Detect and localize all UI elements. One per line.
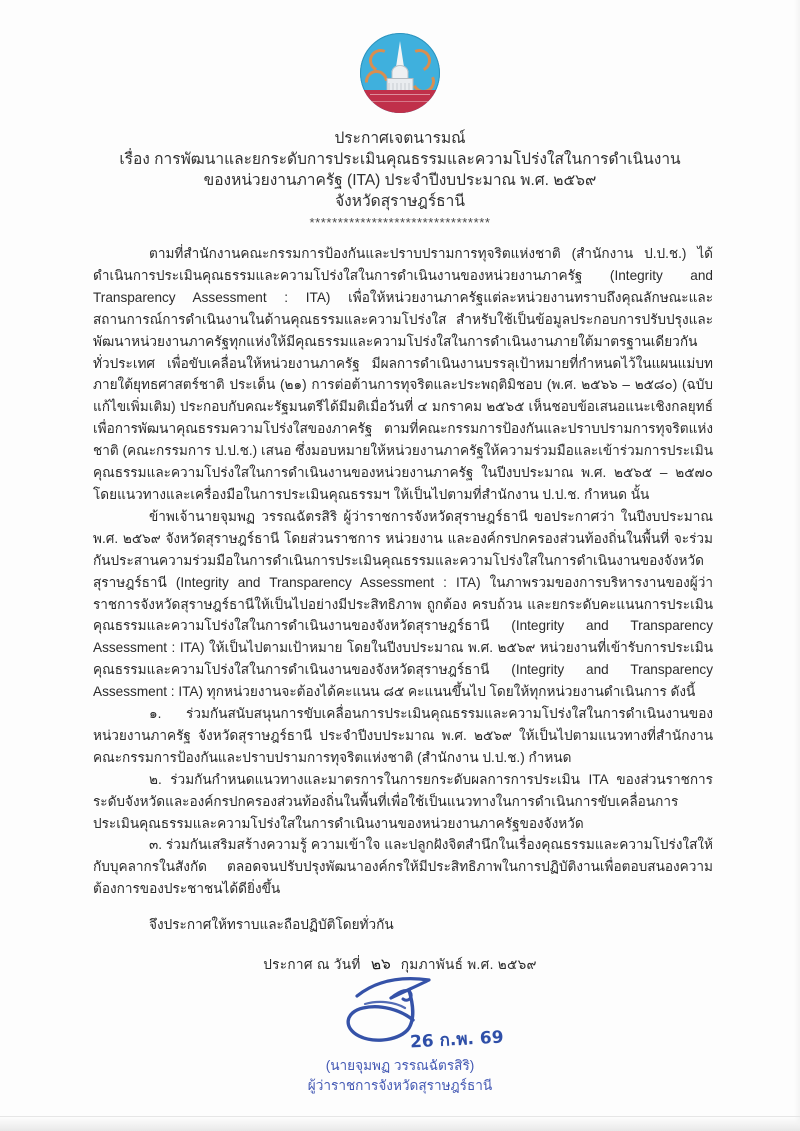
signatory-title: ผู้ว่าราชการจังหวัดสุราษฎร์ธานี (307, 1078, 493, 1093)
issue-date-month: กุมภาพันธ์ (400, 957, 464, 972)
signature-area (0, 978, 800, 1056)
signature-block (0, 952, 800, 1096)
issue-date-day-handwritten: ๒๖ (370, 954, 392, 974)
issue-date-year: ๒๕๖๙ (497, 957, 537, 972)
list-item-3: ๓. ร่วมกันเสริมสร้างความรู้ ความเข้าใจ และปลูกฝังจิตสำนึกในเรื่องคุณธรรมและความโปร่งใสให้กับบุคลากรในสังกัด ตลอดจนปรับปรุงพัฒนาองค์กรให้มีประสิทธิภาพในการปฏิบัติงานเพื่อตอบสนองความต้องการของประชาชนได้ดียิ่งขึ้น (93, 837, 713, 897)
list-item-1: ๑. ร่วมกันสนับสนุนการขับเคลื่อนการประเมินคุณธรรมและความโปร่งใสในการดำเนินงานของหน่วยงานภาครัฐ จังหวัดสุราษฎร์ธานี ประจำปีงบประมาณ พ.ศ. ๒๕๖๙ ให้เป็นไปตามแนวทางที่สำนักงานคณะกรรมการป้องกันและปราบปรามการทุจริตแห่งชาติ (สำนักงาน ป.ป.ช.) กำหนด (93, 706, 713, 765)
issue-date-prefix: ประกาศ ณ วันที่ (263, 957, 361, 972)
paragraph-closing: จึงประกาศให้ทราบและถือปฏิบัติโดยทั่วกัน (149, 917, 394, 933)
issue-date-line (0, 952, 800, 976)
chedi-spire (396, 41, 404, 67)
province-name: จังหวัดสุราษฎร์ธานี (335, 193, 465, 210)
document-body (93, 243, 713, 936)
list-item-2: ๒. ร่วมกันกำหนดแนวทางและมาตรการในการยกระดับผลการการประเมิน ITA ของส่วนราชการระดับจังหวัดและองค์กรปกครองส่วนท้องถิ่นในพื้นที่เพื่อใช้เป็นแนวทางในการดำเนินการขับเคลื่อนการประเมินคุณธรรมและความโปร่งใสในการดำเนินงานของหน่วยงานภาครัฐของจังหวัด (93, 771, 713, 831)
scan-edge-bottom (0, 1116, 800, 1131)
announcement-kind: ประกาศเจตนารมณ์ (334, 130, 466, 147)
issue-date-year-prefix: พ.ศ. (467, 957, 494, 972)
document-header (70, 128, 730, 230)
signatory-name: (นายจุมพฏ วรรณฉัตรสิริ) (325, 1058, 475, 1073)
announcement-subject-line1: เรื่อง การพัฒนาและยกระดับการประเมินคุณธรรมและความโปร่งใสในการดำเนินงาน (119, 151, 681, 168)
paragraph-declaration: ข้าพเจ้านายจุมพฏ วรรณฉัตรสิริ ผู้ว่าราชการจังหวัดสุราษฎร์ธานี ขอประกาศว่า ในปีงบประมาณ พ.ศ. ๒๕๖๙ จังหวัดสุราษฎร์ธานี โดยส่วนราชการ หน่วยงาน และองค์กรปกครองส่วนท้องถิ่นในพื้นที่ จะร่วมกันประสานความร่วมมือในการดำเนินการประเมินคุณธรรมและความโปร่งใสในการดำเนินงานของจังหวัดสุราษฎร์ธานี (Integrity and Transparency Assessment : ITA) ในภาพรวมของการบริหารงานของผู้ว่าราชการจังหวัดสุราษฎร์ธานีให้เป็นไปอย่างมีประสิทธิภาพ ถูกต้อง ครบถ้วน และยกระดับคะแนนการประเมินคุณธรรมและความโปร่งใสในการดำเนินงานของจังหวัดสุราษฎร์ธานี (Integrity and Transparency Assessment : ITA) ให้เป็นไปตามเป้าหมาย โดยในปีงบประมาณ พ.ศ. ๒๕๖๙ หน่วยงานที่เข้ารับการประเมินคุณธรรมและความโปร่งใสในการดำเนินงานของจังหวัดสุราษฎร์ธานี (Integrity and Transparency Assessment : ITA) ทุกหน่วยงานจะต้องได้คะแนน ๘๕ คะแนนขึ้นไป โดยให้ทุกหน่วยงานดำเนินการ ดังนี้ (93, 508, 713, 700)
asterisk-divider: ******************************** (309, 215, 491, 230)
handwritten-date-stamp: 26 ก.พ. 69 (409, 1027, 505, 1053)
paragraph-background: ตามที่สำนักงานคณะกรรมการป้องกันและปราบปรามการทุจริตแห่งชาติ (สำนักงาน ป.ป.ช.) ได้ดำเนินการประเมินคุณธรรมและความโปร่งใสในการดำเนินงานของหน่วยงานภาครัฐ (Integrity and Transparency Assessment : ITA) เพื่อให้หน่วยงานภาครัฐแต่ละหน่วยงานทราบถึงคุณลักษณะและสถานการณ์การดำเนินงานในด้านคุณธรรมและความโปร่งใส สำหรับใช้เป็นข้อมูลประกอบการปรับปรุงและพัฒนาหน่วยงานภาครัฐทุกแห่งให้มีคุณธรรมและความโปร่งใสในการดำเนินงานภายใต้มาตรฐานเดียวกันทั่วประเทศ เพื่อขับเคลื่อนให้หน่วยงานภาครัฐ มีผลการดำเนินงานบรรลุเป้าหมายที่กำหนดไว้ในแผนแม่บทภายใต้ยุทธศาสตร์ชาติ ประเด็น (๒๑) การต่อต้านการทุจริตและประพฤติมิชอบ (พ.ศ. ๒๕๖๖ – ๒๕๘๐) (ฉบับแก้ไขเพิ่มเติม) ประกอบกับคณะรัฐมนตรีได้มีมติเมื่อวันที่ ๔ มกราคม ๒๕๖๕ เห็นชอบข้อเสนอแนะเชิงกลยุทธ์เพื่อการพัฒนาคุณธรรมความโปร่งใสของภาครัฐ ตามที่คณะกรรมการป้องกันและปราบปรามการทุจริตแห่งชาติ (คณะกรรมการ ป.ป.ช.) เสนอ ซึ่งมอบหมายให้หน่วยงานภาครัฐให้ความร่วมมือและเข้าร่วมการประเมินคุณธรรมและความโปร่งใสในการดำเนินงานของหน่วยงานภาครัฐ ในปีงบประมาณ พ.ศ. ๒๕๖๕ – ๒๕๗๐ โดยแนวทางและเครื่องมือในการประเมินคุณธรรมฯ ให้เป็นไปตามที่สำนักงาน ป.ป.ช. กำหนด นั้น (93, 246, 713, 502)
seal-base (360, 90, 440, 113)
announcement-subject-line2: ของหน่วยงานภาครัฐ (ITA) ประจำปีงบประมาณ พ.ศ. ๒๕๖๙ (203, 172, 597, 189)
scan-edge-right (794, 0, 800, 1131)
chedi-pagoda-icon (385, 41, 415, 95)
provincial-seal-icon (360, 33, 440, 113)
emblem-container (0, 33, 800, 113)
